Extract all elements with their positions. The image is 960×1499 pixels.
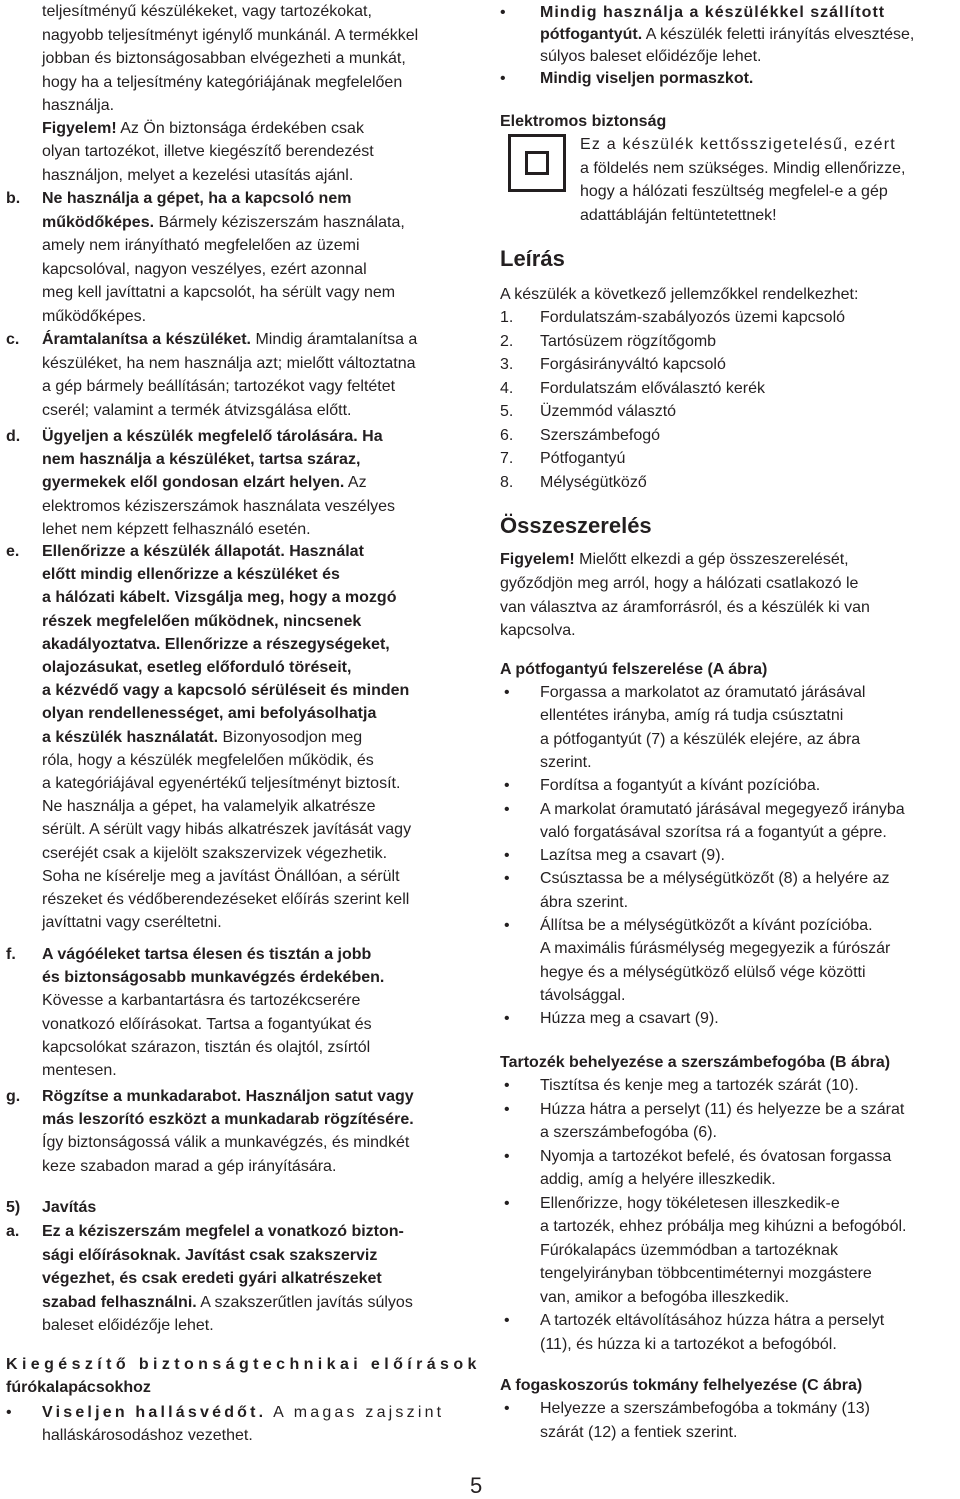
assembly-warning-line-bold: Figyelem! <box>500 551 575 568</box>
handle-bullet: • <box>504 777 510 795</box>
item_c-mixed-line-rest: Mindig áramtalanítsa a <box>251 331 418 348</box>
accessory-line: addig, amíg a helyére illeszkedik. <box>540 1171 776 1188</box>
accessory-line: Fúrókalapács üzemmódban a tartozéknak <box>540 1241 838 1259</box>
handle-heading: A pótfogantyú felszerelése (A ábra) <box>500 661 768 678</box>
warning-line: olyan tartozékot, illetve kiegészítő berendezést <box>42 143 374 160</box>
electrical-line: Ez a készülék kettősszigetelésű, ezért <box>580 136 896 153</box>
item_e-bold-line: részek megfelelően működnek, nincsenek <box>42 612 362 630</box>
extra-mixed-line-bold: Viseljen hallásvédőt. <box>42 1404 267 1421</box>
chuck-line: Helyezze a szerszámbefogóba a tokmány (13) <box>540 1400 870 1417</box>
item_b-mixed-line <box>42 213 405 233</box>
item_b-bold-line: Ne használja a gépet, ha a kapcsoló nem <box>42 190 352 207</box>
item_a-mixed-line-bold: szabad felhasználni. <box>42 1293 197 1311</box>
item_g-line: Így biztonságossá válik a munkavégzés, és mindkét <box>42 1134 410 1152</box>
item_b-mixed-line-rest: Bármely kéziszerszám használata, <box>154 213 405 231</box>
item_a-mixed-line-rest: A szakszerűtlen javítás súlyos <box>196 1293 413 1311</box>
item_e-line: cseréjét csak a kijelölt szakszervizek végezhetik. <box>42 844 388 862</box>
item_e-bold-line: előtt mindig ellenőrizze a készüléket és <box>42 566 340 584</box>
item_e-bold-line: Ellenőrizze a készülék állapotát. Használat <box>42 543 364 560</box>
handle-line: a pótfogantyút (7) a készülék elejére, az ábra <box>540 730 861 748</box>
handle-bullet: • <box>504 847 510 865</box>
warning-line-bold: Figyelem! <box>42 120 117 137</box>
assembly-warning-line: kapcsolva. <box>500 622 576 639</box>
item_a-label: a. <box>6 1223 20 1240</box>
accessory-bullet: • <box>504 1312 510 1329</box>
accessory-line: Nyomja a tartozékot befelé, és óvatosan forgassa <box>540 1147 892 1165</box>
right-mixed-line-bold: pótfogantyút. <box>540 26 643 43</box>
item_e-line: róla, hogy a készülék megfelelően működik, és <box>42 751 374 769</box>
intro-line: hogy ha a teljesítmény kategóriájának megfelelően <box>42 73 403 91</box>
item_f-line: kapcsolókat szárazon, tisztán és olajtól, zsírtól <box>42 1038 371 1056</box>
electrical-heading: Elektromos biztonság <box>500 113 667 130</box>
item_d-mixed-line-rest: Az <box>344 474 367 492</box>
accessory-line: van, amikor a befogóba illeszkedik. <box>540 1288 790 1306</box>
chuck-heading: A fogaskoszorús tokmány felhelyezése (C ábra) <box>500 1377 863 1394</box>
accessory-line: Tisztítsa és kenje meg a tartozék szárát (10). <box>540 1077 859 1094</box>
item_f-label: f. <box>6 946 16 963</box>
intro-line: használja. <box>42 97 115 114</box>
item_c-mixed-line-bold: Áramtalanítsa a készüléket. <box>42 331 251 348</box>
parts-list-number: 1. <box>500 309 514 326</box>
assembly-warning-line-rest: Mielőtt elkezdi a gép összeszerelését, <box>574 551 849 568</box>
item_e-bold-line: a kézvédő vagy a kapcsoló sérüléseit és minden <box>42 682 410 700</box>
intro-line: teljesítményű készülékeket, vagy tartozékokat, <box>42 3 372 20</box>
handle-line: A maximális fúrásmélység megegyezik a fúrószár <box>540 940 891 958</box>
intro-line: jobban és biztonságosabban elvégezheti a munkát, <box>42 50 406 67</box>
item_e-line: a kategóriájával egyenértékű teljesítményt biztosít. <box>42 775 401 792</box>
intro-line: nagyobb teljesítményt igénylő munkánál. A termékkel <box>42 26 419 44</box>
electrical-line: hogy a hálózati feszültség megfelel-e a gép <box>580 183 888 200</box>
handle-bullet: • <box>504 1010 510 1028</box>
parts-list-item: Fordulatszám előválasztó kerék <box>540 379 765 397</box>
right-mixed-line <box>540 25 914 45</box>
item_b-line: működőképes. <box>42 307 147 325</box>
parts-list-item: Mélységütköző <box>540 473 647 491</box>
accessory-bullet: • <box>504 1194 510 1212</box>
accessory-line: A tartozék eltávolításához húzza hátra a perselyt <box>540 1312 885 1329</box>
handle-line: Forgassa a markolatot az óramutató járásával <box>540 684 866 701</box>
item_d-label: d. <box>6 428 21 445</box>
parts-list-number: 8. <box>500 473 514 491</box>
item_e-line: részeket és védőberendezéseket előírás szerint kell <box>42 891 410 908</box>
assembly-warning-line: győződjön meg arról, hogy a hálózati csatlakozó le <box>500 575 859 592</box>
chuck-line: szárát (12) a fentiek szerint. <box>540 1423 738 1441</box>
accessory-bullet: • <box>504 1147 510 1165</box>
handle-line: Lazítsa meg a csavart (9). <box>540 847 725 865</box>
item_f-line: mentesen. <box>42 1062 117 1079</box>
parts-list-number: 2. <box>500 332 514 350</box>
item_g-bold-line: Rögzítse a munkadarabot. Használjon satut vagy <box>42 1088 414 1105</box>
extra-heading: Kiegészítő biztonságtechnikai előírások <box>6 1356 481 1373</box>
warning-line-rest: Az Ön biztonsága érdekében csak <box>116 120 364 137</box>
section5-title: Javítás <box>42 1199 97 1216</box>
section5-label: 5) <box>6 1199 21 1216</box>
parts-list-item: Tartósüzem rögzítőgomb <box>540 332 717 350</box>
item_d-bold-line: nem használja a készüléket, tartsa száraz, <box>42 451 361 469</box>
item_c-line: a gép bármely beállításán; tartozékot vagy feltétet <box>42 378 396 395</box>
item_a-bold-line: sági előírásoknak. Javítást csak szakszerviz <box>42 1246 378 1264</box>
warning-line: használjon, melyet a kezelési utasítás ajánl. <box>42 166 354 184</box>
bullet: • <box>500 70 506 87</box>
parts-list-item: Üzemmód választó <box>540 403 677 420</box>
parts-list-number: 4. <box>500 379 514 397</box>
accessory-bullet: • <box>504 1077 510 1094</box>
item_f-bold-line: A vágóéleket tartsa élesen és tisztán a jobb <box>42 946 372 963</box>
parts-list-item: Fordulatszám-szabályozós üzemi kapcsoló <box>540 309 846 326</box>
extra-bullet: • <box>6 1404 12 1421</box>
item_e-label: e. <box>6 543 20 560</box>
parts-list-number: 7. <box>500 450 514 467</box>
handle-line: A markolat óramutató járásával megegyező irányba <box>540 800 905 818</box>
item_a-line: baleset előidézője lehet. <box>42 1317 214 1334</box>
electrical-line: a földelés nem szükséges. Mindig ellenőrizze, <box>580 159 906 177</box>
accessory-line: Húzza hátra a perselyt (11) és helyezze be a szárat <box>540 1100 905 1118</box>
item_f-line: vonatkozó előírásokat. Tartsa a fogantyúkat és <box>42 1015 372 1033</box>
handle-bullet: • <box>504 870 510 888</box>
chuck-bullet: • <box>504 1400 510 1417</box>
accessory-line: a tartozék, ehhez próbálja meg kihúzni a befogóból. <box>540 1218 907 1235</box>
item_a-bold-line: végezhet, és csak eredeti gyári alkatrészeket <box>42 1270 382 1287</box>
item_e-mixed-line-bold: a készülék használatát. <box>42 728 219 746</box>
handle-line: való forgatásával szorítsa rá a fogantyút a gépre. <box>540 823 887 841</box>
handle-line: hegye és a mélységütköző elülső vége közötti <box>540 963 866 981</box>
assembly-warning-line: van választva az áramforrásról, és a készülék ki van <box>500 598 870 616</box>
electrical-line: adattábláján feltüntetettnek! <box>580 206 777 224</box>
item_e-line: sérült. A sérült vagy hibás alkatrészek javítását vagy <box>42 821 412 839</box>
parts-list-number: 6. <box>500 426 514 444</box>
item_d-mixed-line-bold: gyermekek elől gondosan elzárt helyen. <box>42 474 345 492</box>
handle-line: ábra szerint. <box>540 893 629 911</box>
handle-bullet: • <box>504 800 510 818</box>
item_b-line: amely nem irányítható megfelelően az üzemi <box>42 237 360 254</box>
item_d-mixed-line <box>42 473 367 493</box>
accessory-line: (11), és húzza ki a tartozékot a befogóból. <box>540 1335 837 1353</box>
assembly-heading: Összeszerelés <box>500 513 652 538</box>
handle-line: Húzza meg a csavart (9). <box>540 1010 719 1028</box>
item_c-line: készüléket, ha nem használja azt; mielőtt változtatna <box>42 354 416 372</box>
page-number: 5 <box>470 1473 483 1498</box>
item_a-bold-line: Ez a kéziszerszám megfelel a vonatkozó bizton- <box>42 1223 404 1240</box>
assembly-warning-line <box>500 550 849 570</box>
right-mixed-line-rest: A készülék feletti irányítás elvesztése, <box>642 26 915 43</box>
item_c-line: cserél; valamint a termék átvizsgálása előtt. <box>42 401 352 419</box>
item_e-line: Ne használja a gépet, ha valamelyik alkatrésze <box>42 798 376 816</box>
description-heading: Leírás <box>500 246 565 271</box>
item_e-line: Soha ne kísérelje meg a javítást Önállóan, a sérült <box>42 867 400 885</box>
item_b-line: kapcsolóval, nagyon veszélyes, ezért azonnal <box>42 260 367 278</box>
parts-list-item: Szerszámbefogó <box>540 426 661 444</box>
handle-line: távolsággal. <box>540 986 626 1004</box>
item_d-line: lehet nem képzett felhasználó esetén. <box>42 520 311 538</box>
item_d-line: elektromos kéziszerszámok használata veszélyes <box>42 497 396 515</box>
bullet: • <box>500 4 506 21</box>
item_c-label: c. <box>6 331 20 348</box>
item_e-bold-line: olyan rendellenességet, ami befolyásolhatja <box>42 705 377 723</box>
item_e-line: javíttatni vagy cseréltetni. <box>42 914 222 932</box>
item_g-bold-line: más leszorító eszközt a munkadarab rögzítésére. <box>42 1111 414 1129</box>
right-bold-line: Mindig használja a készülékkel szállított <box>540 4 886 21</box>
handle-bullet: • <box>504 917 510 934</box>
item_e-mixed-line <box>42 728 362 748</box>
item_b-line: meg kell javíttatni a kapcsolót, ha sérült vagy nem <box>42 284 396 301</box>
parts-list-number: 5. <box>500 403 514 420</box>
description-intro: A készülék a következő jellemzőkkel rendelkezhet: <box>500 286 859 303</box>
item_e-bold-line: a hálózati kábelt. Vizsgálja meg, hogy a mozgó <box>42 589 397 607</box>
accessory-bullet: • <box>504 1100 510 1118</box>
item_e-bold-line: olajozásukat, esetleg előforduló töréseit, <box>42 659 352 676</box>
handle-line: ellentétes irányba, amíg rá tudja csúsztatni <box>540 707 844 725</box>
accessory-heading: Tartozék behelyezése a szerszámbefogóba (B ábra) <box>500 1054 891 1071</box>
right-line: súlyos baleset előidézője lehet. <box>540 48 762 65</box>
accessory-line: tengelyirányban többcentiméternyi mozgástere <box>540 1265 872 1282</box>
right-bold-line: Mindig viseljen pormaszkot. <box>540 70 754 87</box>
parts-list-item: Pótfogantyú <box>540 450 626 467</box>
item_a-mixed-line <box>42 1293 413 1313</box>
handle-line: szerint. <box>540 753 592 771</box>
double-insulation-icon <box>508 134 566 192</box>
handle-line: Fordítsa a fogantyút a kívánt pozícióba. <box>540 777 821 795</box>
item_b-mixed-line-bold: működőképes. <box>42 213 155 231</box>
item_g-line: keze szabadon marad a gép irányítására. <box>42 1157 337 1175</box>
extra-mixed-line <box>42 1403 444 1423</box>
item_f-bold-line: és biztonságosabb munkavégzés érdekében. <box>42 969 385 987</box>
handle-bullet: • <box>504 684 510 701</box>
accessory-line: Ellenőrizze, hogy tökéletesen illeszkedik-e <box>540 1194 840 1212</box>
accessory-line: a szerszámbefogóba (6). <box>540 1124 717 1141</box>
extra-heading: fúrókalapácsokhoz <box>6 1379 151 1396</box>
item_b-label: b. <box>6 190 21 207</box>
extra-line: halláskárosodáshoz vezethet. <box>42 1427 253 1444</box>
parts-list-item: Forgásirányváltó kapcsoló <box>540 356 726 373</box>
item_f-line: Kövesse a karbantartásra és tartozékcserére <box>42 992 361 1010</box>
item_e-mixed-line-rest: Bizonyosodjon meg <box>218 728 363 746</box>
item_e-bold-line: akadályoztatva. Ellenőrizze a részegységeket, <box>42 635 390 653</box>
item_c-mixed-line <box>42 330 417 350</box>
warning-line <box>42 119 364 139</box>
parts-list-number: 3. <box>500 356 514 373</box>
item_d-bold-line: Ügyeljen a készülék megfelelő tárolására. Ha <box>42 428 383 445</box>
handle-line: Állítsa be a mélységütközőt a kívánt pozícióba. <box>540 917 873 934</box>
handle-line: Csúsztassa be a mélységütközőt (8) a helyére az <box>540 870 890 888</box>
extra-mixed-line-rest: A magas zajszint <box>266 1404 445 1421</box>
item_g-label: g. <box>6 1088 21 1105</box>
